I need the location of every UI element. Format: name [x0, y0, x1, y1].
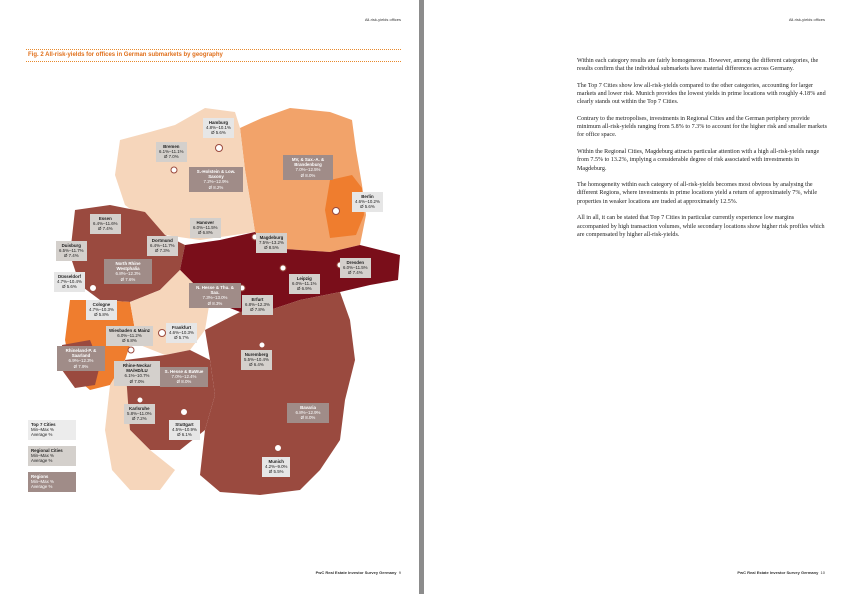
running-header: All-risk-yields offices	[364, 17, 401, 22]
city-marker-frankfurt	[159, 330, 166, 337]
paragraph: The Top 7 Cities show low all-risk-yields compared to the other categories, accounting for larger markets and lower risk. Munich provides the lowest yields in prime locations with roughly 4.18% and clearly stands out within the Top 7 Cities.	[577, 82, 826, 106]
label-hanover: Hanover 6.0%–11.5% Ø 6.8%	[190, 218, 221, 238]
city-marker-nuremberg	[259, 342, 265, 348]
label-bremen: Bremen 6.1%–11.1% Ø 7.0%	[156, 142, 187, 162]
label-shesse-bawue: S. Hesse & BaWue 7.0%–12.4% Ø 8.0%	[160, 367, 208, 387]
footer-brand: PwC Real Estate Investor Survey Germany	[737, 570, 819, 575]
label-rhine-neckar: Rhine-Neckar MA/HD/LU 6.1%–10.7% Ø 7.0%	[114, 361, 160, 386]
label-munich: Munich 4.2%–9.0% Ø 5.5%	[262, 457, 290, 477]
paragraph: Within the Regional Cities, Magdeburg attracts particular attention with a high all-risk-yields range from 7.5% to 13.2%, implying a considerable degree of risk associated with investments in Magdeburg.	[577, 149, 820, 172]
label-stuttgart: Stuttgart 4.5%–10.9% Ø 6.1%	[169, 420, 200, 440]
label-leipzig: Leipzig 6.0%–11.1% Ø 6.9%	[289, 274, 320, 294]
page-number: 10	[820, 570, 825, 575]
label-essen: Essen 6.4%–11.6% Ø 7.4%	[90, 214, 121, 234]
city-marker-munich	[275, 445, 282, 452]
label-nuremberg: Nuremberg 5.5%–10.4% Ø 6.4%	[241, 350, 272, 370]
label-dortmund: Dortmund 6.4%–11.7% Ø 7.3%	[147, 236, 178, 256]
paragraph: The homogeneity within each category of all-risk-yields becomes most obvious by analysing the different Regions, where investments in prime locations yield a return of approximately 7%, while properties in weaker locations are traded at approximately 12.5%.	[577, 182, 818, 205]
label-hamburg: Hamburg 4.8%–10.1% Ø 5.6%	[203, 118, 234, 138]
city-marker-duesseldorf	[90, 285, 97, 292]
right-page	[424, 0, 843, 594]
label-dresden: Dresden 6.0%–11.5% Ø 7.4%	[340, 258, 371, 278]
label-nrw: North Rhine Westphalia 6.8%–12.3% Ø 7.6%	[104, 259, 152, 284]
page-number: 9	[398, 570, 401, 575]
label-frankfurt: Frankfurt 4.6%–10.3% Ø 5.7%	[166, 323, 197, 343]
city-marker-wiesbaden	[128, 347, 134, 353]
label-rhineland-saarland: Rhineland-P. & Saarland 6.9%–12.3% Ø 7.9%	[57, 346, 105, 371]
label-duesseldorf: Düsseldorf 4.7%–10.4% Ø 5.6%	[54, 272, 85, 292]
label-erfurt: Erfurt 6.8%–12.3% Ø 7.8%	[242, 295, 273, 315]
city-marker-leipzig	[280, 265, 286, 271]
label-sh-lowsaxony: S.-Holstein & Low. Saxony 7.2%–12.9% Ø 8.2%	[189, 167, 243, 192]
footer-left	[316, 570, 401, 575]
paragraph: All in all, it can be stated that Top 7 Cities in particular currently experience low margins accompanied by high transaction volumes, while secondary locations show higher risk profiles which are compensated by higher all-risk-yields.	[577, 215, 825, 238]
city-marker-berlin	[333, 208, 340, 215]
legend-top7: Top 7 Cities Min–Max % Average %	[28, 420, 76, 440]
label-mv-brandenburg: MV, & Sax.-A. & Brandenburg 7.0%–12.5% Ø 8.0%	[283, 155, 333, 180]
legend-regions: Regions Min–Max % Average %	[28, 472, 76, 492]
legend-regional: Regional Cities Min–Max % Average %	[28, 446, 76, 466]
body-text	[577, 57, 827, 247]
left-page	[0, 0, 419, 594]
paragraph: Within each category results are fairly homogeneous. However, among the different categories, the results confirm that the individual submarkets have material differences across Germany.	[577, 58, 819, 73]
label-bavaria: Bavaria 6.8%–12.9% Ø 8.0%	[287, 403, 329, 423]
footer-brand: PwC Real Estate Investor Survey Germany	[315, 570, 397, 575]
label-berlin: Berlin 4.6%–10.2% Ø 5.6%	[352, 192, 383, 212]
label-wiesbaden-mainz: Wiesbaden & Mainz 6.0%–11.2% Ø 6.8%	[106, 326, 153, 346]
label-cologne: Cologne 4.7%–10.3% Ø 5.8%	[86, 300, 117, 320]
footer-right	[737, 570, 825, 575]
running-header: All-risk-yields offices	[788, 17, 825, 22]
figure-title: Fig. 2 All-risk-yields for offices in German submarkets by geography	[28, 52, 223, 58]
city-marker-stuttgart	[181, 409, 188, 416]
city-marker-bremen	[171, 167, 177, 173]
paragraph: Contrary to the metropolises, investments in Regional Cities and the German periphery provide minimum all-risk-yields ranging from 5.8% to 7.3% to account for the higher risk and smaller markets for office space.	[577, 116, 827, 139]
label-magdeburg: Magdeburg 7.5%–13.2% Ø 8.5%	[256, 233, 287, 253]
label-nhesse-thu-sax: N. Hesse & Thu. & Sax. 7.3%–13.0% Ø 8.3%	[189, 283, 241, 308]
label-karlsruhe: Karlsruhe 5.8%–11.0% Ø 7.2%	[124, 404, 155, 424]
label-duisburg: Duisburg 6.5%–11.7% Ø 7.4%	[56, 241, 87, 261]
city-marker-hamburg	[216, 145, 223, 152]
city-marker-karlsruhe	[137, 397, 143, 403]
